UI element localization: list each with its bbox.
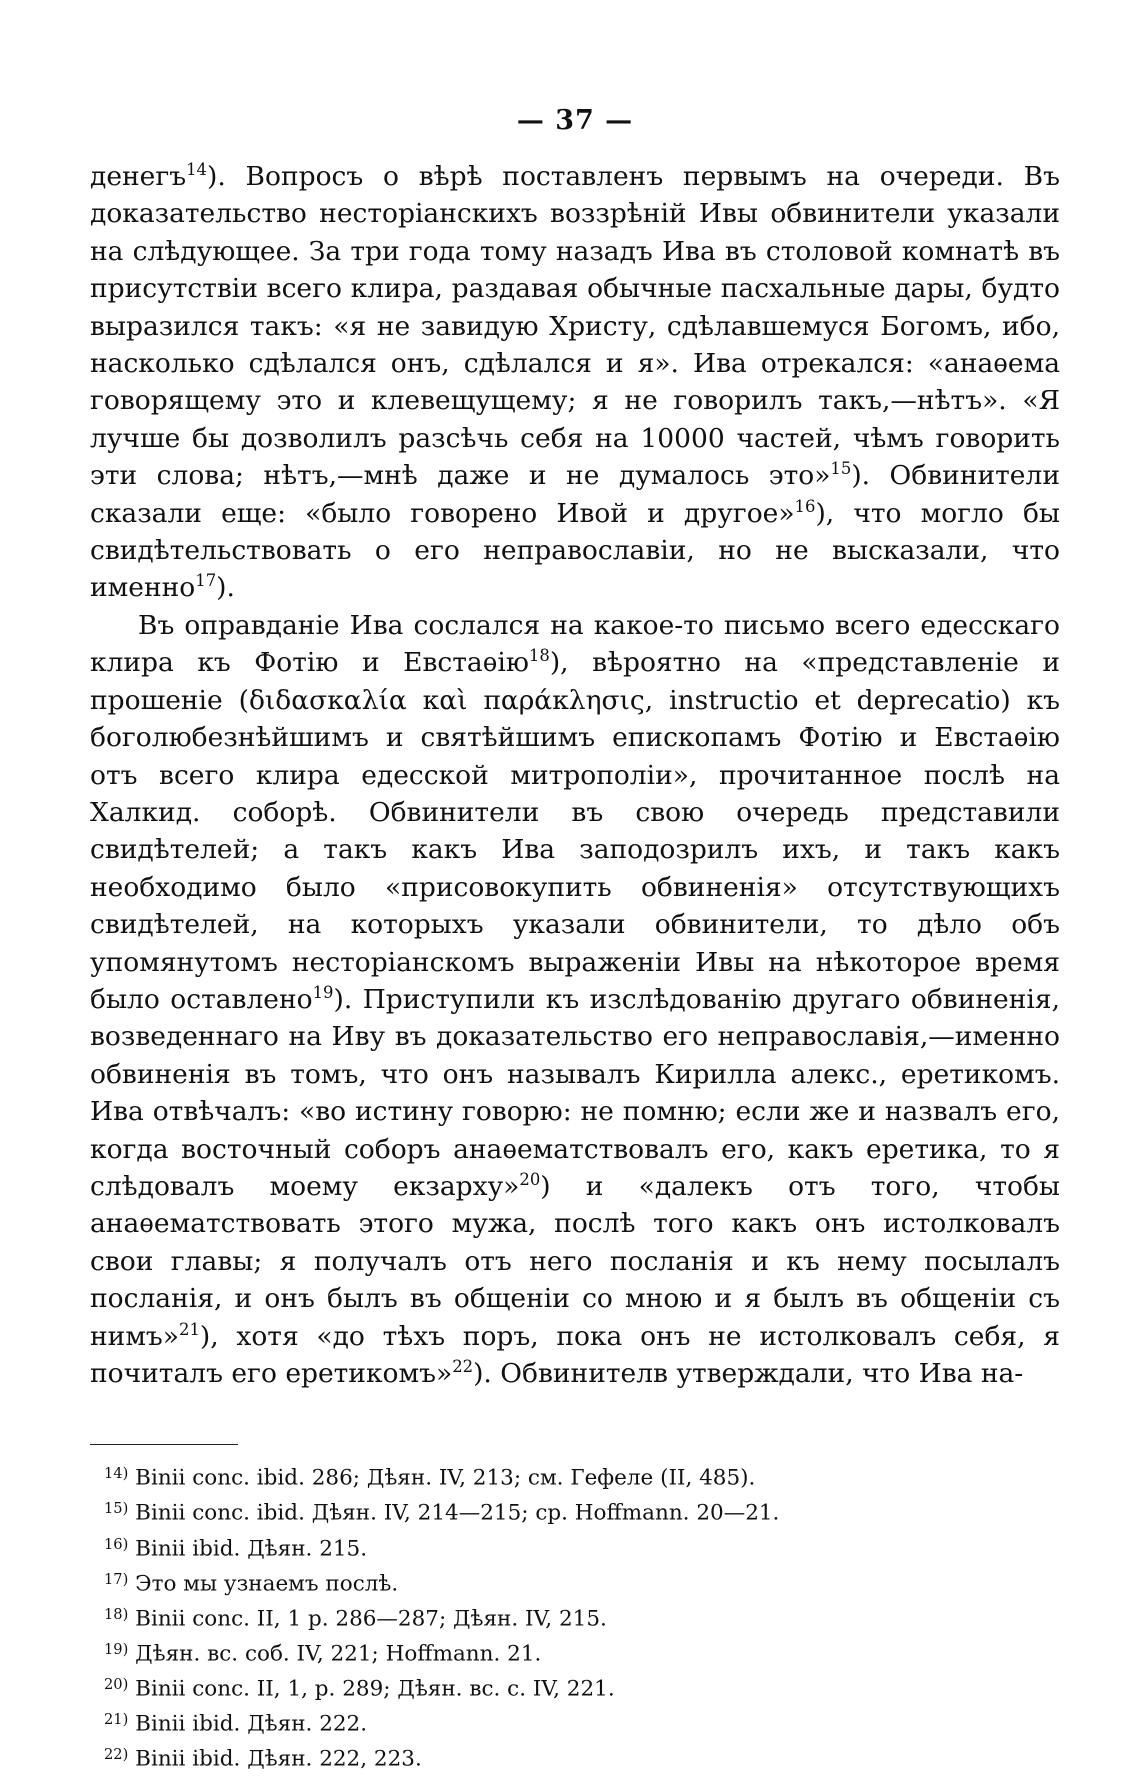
footnote-ref[interactable]: 19 xyxy=(312,983,334,1003)
footnote-text: Binii conc. ibid. Дѣян. IV, 214—215; ср. Hoffmann. 20—21. xyxy=(135,1501,780,1527)
footnote xyxy=(90,1530,1060,1565)
footnote-text: Это мы узнаемъ послѣ. xyxy=(135,1571,399,1597)
footnote-text: Binii conc. II, 1, p. 289; Дѣян. вс. с. IV, 221. xyxy=(135,1676,615,1702)
footnote-text: Binii conc. II, 1 p. 286—287; Дѣян. IV, 215. xyxy=(135,1606,607,1632)
paragraph xyxy=(90,607,1060,1393)
book-page xyxy=(90,105,1060,1775)
footnote-ref[interactable]: 21 xyxy=(179,1319,200,1339)
footnote-text: Binii ibid. Дѣян. 215. xyxy=(135,1536,368,1562)
footnote xyxy=(90,1705,1060,1740)
footnote-ref[interactable]: 17 xyxy=(195,571,217,591)
footnote xyxy=(90,1600,1060,1635)
text-run: ). Приступили къ изслѣдованію другаго обвиненія, возведеннаго на Иву въ доказательство его неправославія,—именно обвиненія въ томъ, что онъ называлъ Кирилла алекс., еретикомъ. Ива отвѣчалъ: «во истину говорю: не помню; если же и назвалъ его, когда восточный соборъ анаѳематствовалъ его, какъ еретика, то я слѣдовалъ моему екзарху» xyxy=(90,983,1060,1202)
text-run: ). Вопросъ о вѣрѣ поставленъ первымъ на очереди. Въ доказательство несторіанскихъ воззрѣній Ивы обвинители указали на слѣдующее. За три года тому назадъ Ива въ столовой комнатѣ въ присутствіи всего клира, раздавая обычные пасхальные дары, будто выразился такъ: «я не завидую Христу, сдѣлавшемуся Богомъ, ибо, насколько сдѣлался онъ, сдѣлался и я». Ива отрекался: «анаѳема говорящему это и клевещущему; я не говорилъ такъ,—нѣтъ». «Я лучше бы дозволилъ разсѣчь себя на 10000 частей, чѣмъ говорить эти слова; нѣтъ,—мнѣ даже и не думалось это» xyxy=(90,161,1060,492)
footnotes xyxy=(90,1459,1060,1775)
footnote-text: Дѣян. вс. соб. IV, 221; Hoffmann. 21. xyxy=(135,1641,542,1667)
text-run: ) и «далекъ отъ того, чтобы анаѳематствовать этого мужа, послѣ того какъ онъ истолковалъ свои главы; я получалъ отъ него посланія и къ нему посылалъ посланія, и онъ былъ въ общеніи со мною и я былъ въ общеніи съ нимъ» xyxy=(90,1170,1060,1352)
footnote-number: 19) xyxy=(104,1640,129,1658)
text-run: ). xyxy=(216,572,235,604)
footnote xyxy=(90,1740,1060,1775)
text-run: ), хотя «до тѣхъ поръ, пока онъ не истолковалъ себя, я почиталъ его еретикомъ» xyxy=(90,1320,1060,1389)
footnote xyxy=(90,1635,1060,1670)
footnote-text: Binii conc. ibid. 286; Дѣян. IV, 213; см. Гефеле (II, 485). xyxy=(135,1465,756,1491)
footnote-number: 22) xyxy=(104,1746,129,1764)
footnote-ref[interactable]: 22 xyxy=(452,1357,474,1377)
footnote-text: Binii ibid. Дѣян. 222, 223. xyxy=(135,1746,422,1772)
footnote-ref[interactable]: 16 xyxy=(794,496,816,516)
footnote-number: 15) xyxy=(104,1500,129,1518)
footnote-number: 14) xyxy=(104,1465,129,1483)
footnote xyxy=(90,1670,1060,1705)
text-run: ). Обвинителв утверждали, что Ива на- xyxy=(473,1358,1024,1389)
footnote xyxy=(90,1494,1060,1529)
footnote-number: 20) xyxy=(104,1675,129,1693)
footnote-ref[interactable]: 14 xyxy=(186,160,207,180)
footnote-number: 18) xyxy=(104,1605,129,1623)
text-run: Въ оправданіе Ива сослался на какое-то письмо всего едесскаго клира къ Фотію и Евстаѳію xyxy=(90,609,1060,679)
footnote xyxy=(90,1565,1060,1600)
footnote-number: 16) xyxy=(104,1535,129,1553)
footnote xyxy=(90,1459,1060,1494)
text-run: ), что могло бы свидѣтельствовать о его неправославіи, но не высказали, что именно xyxy=(90,497,1060,604)
text-run: денегъ xyxy=(90,161,187,192)
footnote-number: 17) xyxy=(104,1570,129,1588)
main-text xyxy=(90,158,1060,1392)
text-run: ), вѣроятно на «представленіе и прошеніе (διδασκαλία καὶ παράκλησις, instructio et deprecatio) къ боголюбезнѣйшимъ и святѣйшимъ епископамъ Фотію и Евстаѳію отъ всего клира едесской митрополіи», прочитанное послѣ на Халкид. соборѣ. Обвинители въ свою очередь представили свидѣтелей; а такъ какъ Ива заподозрилъ ихъ, и такъ какъ необходимо было «присовокупить обвиненія» отсутствующихъ свидѣтелей, на которыхъ указали обвинители, то дѣло объ упомянутомъ несторіанскомъ выраженіи Ивы на нѣкоторое время было оставлено xyxy=(90,647,1060,1015)
footnote-ref[interactable]: 15 xyxy=(830,459,852,479)
text-run: ). Обвинители сказали еще: «было говорено Ивой и другое» xyxy=(90,460,1060,529)
footnote-ref[interactable]: 20 xyxy=(519,1170,541,1190)
footnote-divider xyxy=(90,1444,238,1445)
paragraph xyxy=(90,158,1060,607)
page-number: — 37 — xyxy=(516,105,634,136)
footnote-ref[interactable]: 18 xyxy=(528,646,550,666)
footnote-number: 21) xyxy=(104,1710,129,1728)
footnote-text: Binii ibid. Дѣян. 222. xyxy=(135,1711,368,1737)
